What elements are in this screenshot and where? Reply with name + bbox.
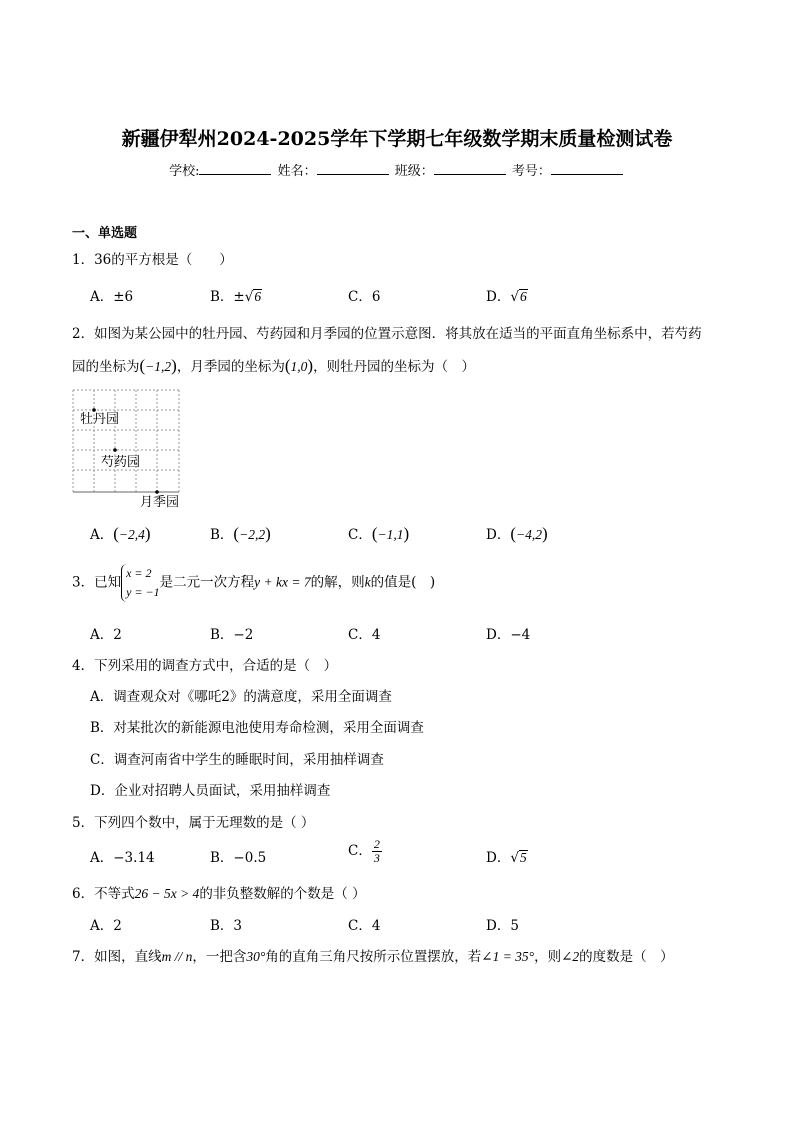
q3-option-c[interactable]: C．4 — [348, 627, 381, 643]
q1-option-d[interactable]: D．√6 — [486, 289, 527, 305]
question-7-stem: 7．如图，直线m // n，一把含30°角的直角三角尺按所示位置摆放，若∠1 = 35°，则∠2的度数是（ ） — [72, 949, 674, 965]
question-3-stem: 3．已知 x = 2 y = −1 是二元一次方程y + kx = 7的解，则k的值是( ) — [72, 564, 435, 602]
question-1-stem: 1．36的平方根是（ ） — [72, 252, 233, 268]
q3-option-d[interactable]: D．−4 — [486, 627, 531, 643]
q2-option-c[interactable]: C．(−1,1) — [348, 524, 410, 543]
question-2-stem-line2: 园的坐标为(−1,2)，月季园的坐标为(1,0)，则牡丹园的坐标为（ ） — [72, 356, 476, 375]
class-label: 班级： — [394, 164, 434, 179]
student-info-line — [0, 160, 794, 179]
question-4-stem: 4．下列采用的调查方式中，合适的是（ ） — [72, 658, 338, 674]
q6-option-b[interactable]: B．3 — [210, 918, 243, 934]
q4-option-a[interactable]: A．调查观众对《哪吒2》的满意度，采用全面调查 — [90, 689, 392, 705]
q2-option-a[interactable]: A．(−2,4) — [90, 524, 151, 543]
q6-option-a[interactable]: A．2 — [90, 918, 122, 934]
q4-option-b[interactable]: B．对某批次的新能源电池使用寿命检测，采用全面调查 — [90, 720, 424, 736]
yueji-label: 月季园 — [140, 494, 180, 509]
page-title: 新疆伊犁州2024-2025学年下学期七年级数学期末质量检测试卷 — [121, 128, 673, 150]
q3-option-a[interactable]: A．2 — [90, 627, 122, 643]
number-label: 考号： — [511, 164, 551, 179]
name-blank[interactable] — [317, 162, 389, 175]
fraction: $\frac{2}{3}$ — [373, 837, 380, 865]
q3-option-b[interactable]: B．−2 — [210, 627, 254, 643]
q2-option-d[interactable]: D．(−4,2) — [486, 524, 548, 543]
mudan-label: 牡丹园 — [80, 411, 120, 426]
q5-option-c[interactable]: C． $\frac{2}{3}$ — [348, 837, 380, 865]
q5-option-a[interactable]: A．−3.14 — [90, 850, 155, 866]
q4-option-d[interactable]: D．企业对招聘人员面试，采用抽样调查 — [90, 783, 331, 799]
number-blank[interactable] — [551, 162, 623, 175]
shaoyao-point — [113, 448, 117, 452]
q2-option-b[interactable]: B．(−2,2) — [210, 524, 271, 543]
class-blank[interactable] — [434, 162, 506, 175]
q6-option-c[interactable]: C．4 — [348, 918, 381, 934]
park-grid-figure — [72, 388, 192, 512]
q1-option-b[interactable]: B．±√6 — [210, 289, 262, 305]
question-6-stem: 6．不等式26 − 5x > 4的非负整数解的个数是（ ） — [72, 886, 366, 902]
question-5-stem: 5．下列四个数中，属于无理数的是（ ） — [72, 815, 315, 831]
school-label: 学校: — [169, 164, 200, 179]
equation-system: x = 2 y = −1 — [121, 564, 160, 602]
school-blank[interactable] — [199, 162, 271, 175]
question-2-stem-line1: 2．如图为某公园中的牡丹园、芍药园和月季园的位置示意图．将其放在适当的平面直角坐标系中，若芍药 — [72, 326, 702, 342]
section-heading: 一、单选题 — [72, 226, 138, 241]
q4-option-c[interactable]: C．调查河南省中学生的睡眠时间，采用抽样调查 — [90, 752, 384, 768]
q5-option-b[interactable]: B．−0.5 — [210, 850, 267, 866]
q1-option-a[interactable]: A．±6 — [90, 289, 134, 305]
shaoyao-label: 芍药园 — [101, 454, 141, 469]
q1-option-c[interactable]: C．6 — [348, 289, 381, 305]
q5-option-d[interactable]: D．√5 — [486, 850, 527, 866]
q6-option-d[interactable]: D．5 — [486, 918, 519, 934]
name-label: 姓名： — [277, 164, 317, 179]
